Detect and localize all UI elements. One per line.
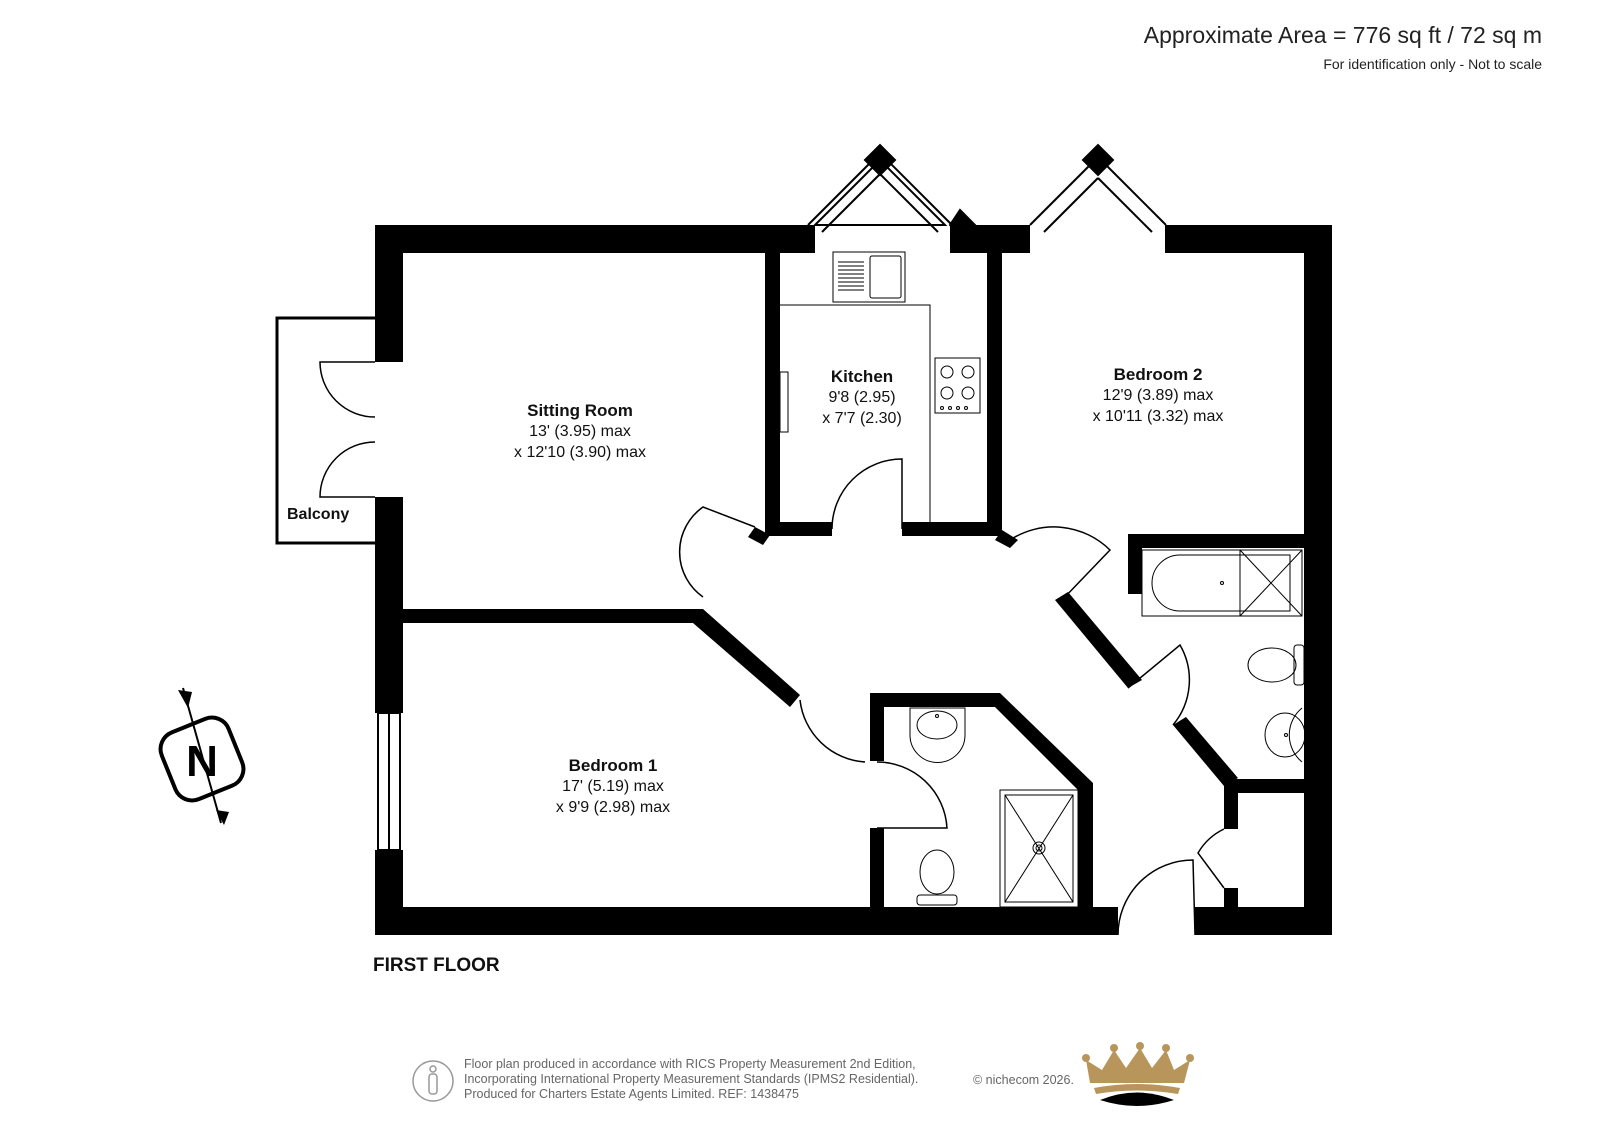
room-dim-1: 9'8 (2.95) [828,389,896,406]
room-dim-1: 12'9 (3.89) max [1102,387,1214,404]
walls [375,225,1332,935]
room-dim-2: x 9'9 (2.98) max [555,799,671,816]
room-dim-2: x 10'11 (3.32) max [1092,408,1224,425]
room-name: Kitchen [830,367,894,386]
window-bedroom1 [378,713,400,850]
kitchen-label [822,366,902,429]
room-name: Sitting Room [527,401,633,420]
room-dim-1: 17' (5.19) max [562,778,664,795]
bedroom2-label [1093,364,1224,427]
footer-text [464,1057,918,1102]
copyright: © nichecom 2026. [973,1073,1074,1087]
person-icon [413,1061,453,1101]
balcony-label: Balcony [287,506,350,523]
crown-logo [1082,1042,1194,1106]
footer-line-3: Produced for Charters Estate Agents Limited. REF: 1438475 [464,1087,799,1101]
shower-room-fittings [910,708,1078,907]
room-dim-2: x 7'7 (2.30) [822,410,902,427]
footer-line-1: Floor plan produced in accordance with RICS Property Measurement 2nd Edition, [464,1057,916,1071]
approximate-area: Approximate Area = 776 sq ft / 72 sq m [1143,22,1542,48]
sitting-room-label [514,400,646,463]
bay-window-bedroom2 [1030,145,1166,232]
floor-label: FIRST FLOOR [373,955,500,976]
footer-line-2: Incorporating International Property Measurement Standards (IPMS2 Residential). [464,1072,919,1086]
compass-letter: N [186,737,218,786]
bedroom1-label [556,755,670,818]
bay-window-kitchen [808,145,975,240]
room-dim-1: 13' (3.95) max [529,423,631,440]
scale-note: For identification only - Not to scale [1323,56,1542,72]
room-dim-2: x 12'10 (3.90) max [513,444,647,461]
room-name: Bedroom 1 [568,756,658,775]
room-name: Bedroom 2 [1113,365,1203,384]
